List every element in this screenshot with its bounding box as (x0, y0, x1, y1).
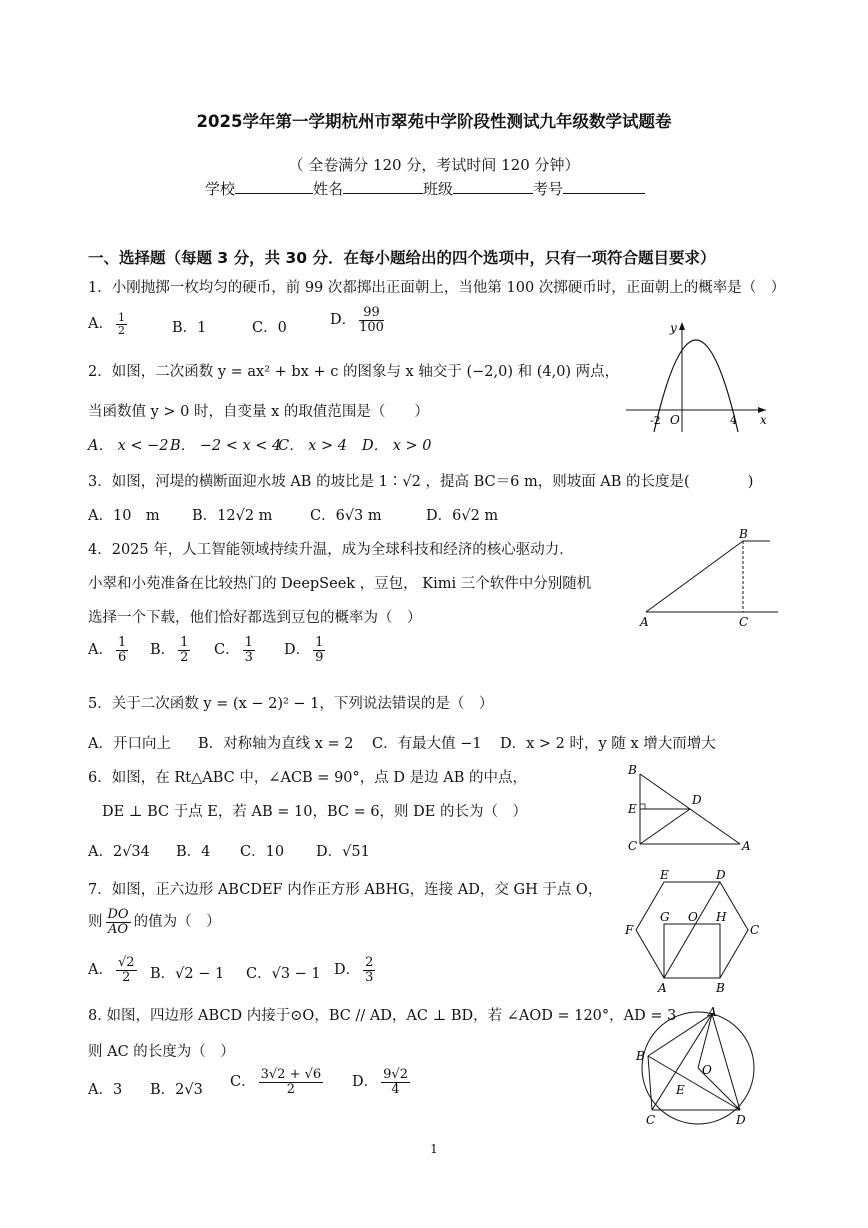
q6-option-c: C．10 (240, 844, 285, 860)
fig-label-b: B (628, 763, 637, 777)
fig-label-c: C (750, 923, 760, 937)
q5-option-b: B．对称轴为直线 x = 2 (198, 736, 354, 752)
slope-ab (646, 541, 743, 612)
fig-label-b: B (636, 1049, 645, 1063)
section-heading: 一、选择题（每题 3 分，共 30 分．在每小题给出的四个选项中，只有一项符合题目要求） (88, 249, 716, 267)
q7-option-a: A． $\frac{√2}{2}$ (88, 955, 135, 985)
fig-label-x: x (760, 413, 767, 427)
q3-option-d: D．6√2 m (426, 508, 499, 524)
fig-label-b: B (739, 527, 748, 541)
q1-option-c: C．0 (252, 320, 287, 336)
q3-slope-figure (636, 526, 782, 630)
q6-option-b: B．4 (176, 844, 211, 860)
fig-label-f: F (625, 923, 634, 937)
q3-option-a: A．10 m (88, 508, 160, 524)
q6-triangle-figure (624, 760, 762, 856)
field-school-label: 学校 (205, 180, 236, 198)
q1-option-d: D． $\frac{99}{100}$ (330, 305, 384, 335)
fig-label-a: A (708, 1006, 717, 1019)
segment-ad (664, 882, 720, 978)
fig-label-minus2: -2 (650, 414, 661, 427)
fig-label-b: B (716, 981, 725, 995)
field-class-blank[interactable] (453, 179, 533, 194)
field-id-blank[interactable] (563, 179, 645, 194)
q8-circle-figure (628, 1006, 766, 1130)
q1-stem: 1．小刚抛掷一枚均匀的硬币，前 99 次都掷出正面朝上，当他第 100 次掷硬币时，正面朝上的概率是（ ） (88, 280, 786, 296)
q1-option-b: B．1 (172, 320, 207, 336)
q4-option-a: A． $\frac{1}{6}$ (88, 635, 127, 665)
q8-option-c: C． $\frac{3√2 + √6}{2}$ (230, 1067, 322, 1097)
fig-label-g: G (660, 910, 670, 924)
q6-stem-2: DE ⊥ BC 于点 E，若 AB = 10，BC = 6，则 DE 的长为（ ） (102, 804, 527, 820)
q3-option-c: C．6√3 m (310, 508, 382, 524)
q7-option-d: D． $\frac{2}{3}$ (334, 955, 374, 985)
q2-option-d: D． x > 0 (362, 438, 432, 454)
fig-label-d: D (692, 793, 702, 807)
fig-label-c: C (646, 1113, 656, 1127)
q5-stem: 5．关于二次函数 y = (x − 2)² − 1，下列说法错误的是（ ） (88, 696, 494, 712)
exam-info: （ 全卷满分 120 分，考试时间 120 分钟） (288, 156, 580, 174)
fig-label-y: y (670, 321, 677, 335)
q8-option-a: A．3 (88, 1082, 123, 1098)
q6-option-a: A．2√34 (88, 844, 150, 860)
field-class-label: 班级 (423, 180, 454, 198)
y-axis-arrow (679, 322, 685, 330)
page-number: 1 (430, 1142, 438, 1156)
q8-option-b: B．2√3 (150, 1082, 203, 1098)
q2-parabola-figure (620, 318, 770, 436)
q4-option-c: C． $\frac{1}{3}$ (214, 635, 253, 665)
q8-stem: 8. 如图，四边形 ABCD 内接于⊙O，BC // AD，AC ⊥ BD，若 ∠AOD = 120°，AD = 3 (88, 1008, 677, 1024)
q8-option-d: D． $\frac{9√2}{4}$ (352, 1067, 408, 1097)
q2-stem-2: 当函数值 y > 0 时，自变量 x 的取值范围是（ ） (88, 404, 429, 420)
q7-stem-2: 则 $\frac{DO}{AO}$ 的值为（ ） (88, 907, 221, 937)
q2-option-b: B． −2 < x < 4 (170, 438, 282, 454)
field-id-label: 考号 (533, 180, 564, 198)
fig-label-a: A (640, 615, 649, 629)
fig-label-c: C (628, 839, 638, 853)
fig-label-o: O (702, 1063, 712, 1077)
segment-bc (648, 1056, 652, 1110)
q1-option-a: A． $\frac{1}{2}$ (88, 311, 125, 337)
field-school-blank[interactable] (235, 179, 313, 194)
q7-option-c: C．√3 − 1 (246, 966, 321, 982)
q3-option-b: B．12√2 m (192, 508, 273, 524)
q5-option-d: D．x > 2 时，y 随 x 增大而增大 (500, 736, 716, 752)
fig-label-d: D (736, 1113, 746, 1127)
q8-stem-2: 则 AC 的长度为（ ） (88, 1044, 235, 1060)
q2-option-c: C． x > 4 (278, 438, 347, 454)
fig-label-e: E (660, 868, 669, 882)
q4-option-d: D． $\frac{1}{9}$ (284, 635, 324, 665)
q4-stem-3: 选择一个下载，他们恰好都选到豆包的概率为（ ） (88, 610, 422, 626)
q2-stem: 2．如图，二次函数 y = ax² + bx + c 的图象与 x 轴交于 (−2,0) 和 (4,0) 两点， (88, 364, 620, 380)
fig-label-a: A (658, 981, 667, 995)
fig-label-e: E (676, 1083, 685, 1097)
q4-option-b: B． $\frac{1}{2}$ (150, 635, 189, 665)
student-info-fields (205, 178, 645, 199)
q5-option-a: A．开口向上 (88, 736, 171, 752)
field-name-label: 姓名 (313, 180, 344, 198)
fig-label-o: O (688, 910, 698, 924)
fig-label-origin: O (670, 413, 680, 427)
fig-label-c: C (739, 615, 749, 629)
q6-option-d: D．√51 (316, 844, 370, 860)
page-title: 2025学年第一学期杭州市翠苑中学阶段性测试九年级数学试题卷 (196, 112, 672, 131)
fig-label-d: D (716, 868, 726, 882)
q4-stem-2: 小翠和小苑准备在比较热门的 DeepSeek ，豆包， Kimi 三个软件中分别随机 (88, 576, 592, 592)
fig-label-h: H (716, 910, 727, 924)
fig-label-a: A (742, 839, 751, 853)
q2-option-a: A． x < −2 (88, 438, 169, 454)
q7-stem: 7．如图，正六边形 ABCDEF 内作正方形 ABHG，连接 AD，交 GH 于点 O， (88, 882, 603, 898)
fig-label-e: E (628, 802, 637, 816)
q6-stem: 6．如图，在 Rt△ABC 中，∠ACB = 90°，点 D 是边 AB 的中点， (88, 770, 527, 786)
segment-cd (640, 809, 690, 844)
right-angle-mark (640, 804, 645, 809)
q7-hexagon-figure (622, 866, 768, 996)
q7-option-b: B．√2 − 1 (150, 966, 225, 982)
field-name-blank[interactable] (343, 179, 423, 194)
fig-label-4: 4 (730, 414, 737, 427)
parabola-curve (654, 340, 738, 432)
q3-stem: 3．如图，河堤的横断面迎水坡 AB 的坡比是 1∶√2 ，提高 BC＝6 m，则坡面 AB 的长度是( ) (88, 474, 754, 490)
q4-stem: 4．2025 年，人工智能领域持续升温，成为全球科技和经济的核心驱动力． (88, 542, 574, 558)
square-abhg (664, 924, 720, 978)
q5-option-c: C．有最大值 −1 (372, 736, 482, 752)
